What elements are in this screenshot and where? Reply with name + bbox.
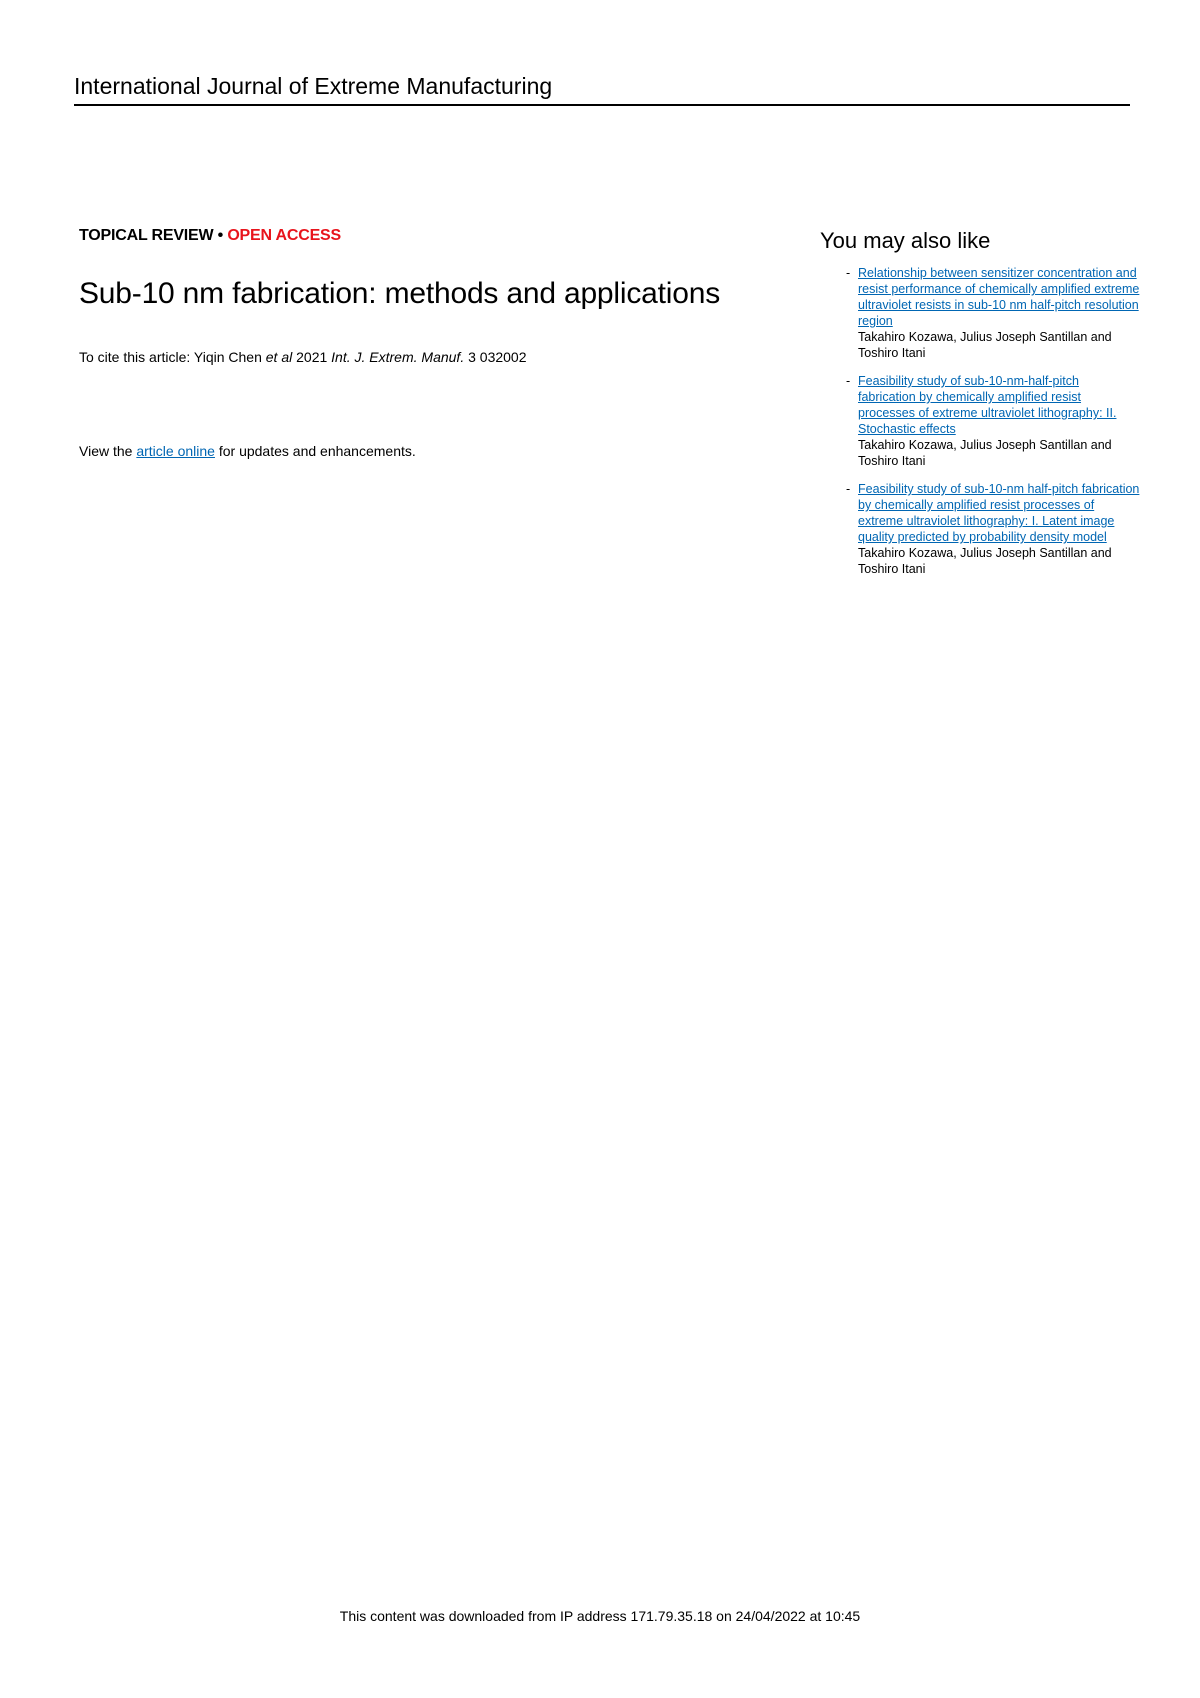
- citation-prefix: To cite this article: Yiqin Chen: [79, 349, 266, 365]
- download-note: This content was downloaded from IP address 171.79.35.18 on 24/04/2022 at 10:45: [339, 1608, 861, 1624]
- related-articles-list: [820, 265, 1140, 577]
- related-article-item: [820, 373, 1140, 469]
- view-online-prefix: View the: [79, 443, 137, 459]
- journal-header: [74, 72, 1130, 106]
- related-article-link[interactable]: Feasibility study of sub-10-nm half-pitch fabrication by chemically amplified resist processes of extreme ultraviolet lithography: I. Latent image quality predicted by probability density model: [858, 482, 1140, 544]
- view-online-note: [79, 442, 799, 460]
- tagline-separator: •: [213, 227, 228, 244]
- citation-journal: Int. J. Extrem. Manuf.: [331, 349, 465, 365]
- related-article-item: [820, 481, 1140, 577]
- article-type-label: TOPICAL REVIEW: [79, 227, 214, 244]
- related-article-authors: Takahiro Kozawa, Julius Joseph Santillan and Toshiro Itani: [858, 330, 1112, 360]
- citation-year: 2021: [292, 349, 332, 365]
- citation-volume: 3 032002: [464, 349, 527, 365]
- related-article-item: [820, 265, 1140, 361]
- related-article-authors: Takahiro Kozawa, Julius Joseph Santillan and Toshiro Itani: [858, 438, 1112, 468]
- list-dash: -: [846, 374, 851, 388]
- related-article-link[interactable]: Relationship between sensitizer concentration and resist performance of chemically amplified extreme ultraviolet resists in sub-10 nm half-pitch resolution region: [858, 266, 1140, 328]
- citation-et-al: et al: [265, 349, 293, 365]
- list-dash: -: [846, 482, 851, 496]
- related-article-link[interactable]: Feasibility study of sub-10-nm-half-pitch fabrication by chemically amplified resist processes of extreme ultraviolet lithography: II. Stochastic effects: [858, 374, 1117, 436]
- view-online-suffix: for updates and enhancements.: [214, 443, 416, 459]
- article-online-link[interactable]: article online: [136, 443, 215, 459]
- list-dash: -: [846, 266, 851, 280]
- journal-name: International Journal of Extreme Manufacturing: [74, 73, 553, 99]
- related-articles-panel: [820, 227, 1140, 589]
- related-article-authors: Takahiro Kozawa, Julius Joseph Santillan and Toshiro Itani: [858, 546, 1112, 576]
- open-access-label: OPEN ACCESS: [227, 227, 341, 244]
- citation: [79, 348, 799, 366]
- related-articles-title: You may also like: [820, 228, 991, 253]
- article-title: Sub-10 nm fabrication: methods and applications: [79, 277, 720, 310]
- article-info: [79, 226, 799, 460]
- article-tagline: [79, 226, 799, 246]
